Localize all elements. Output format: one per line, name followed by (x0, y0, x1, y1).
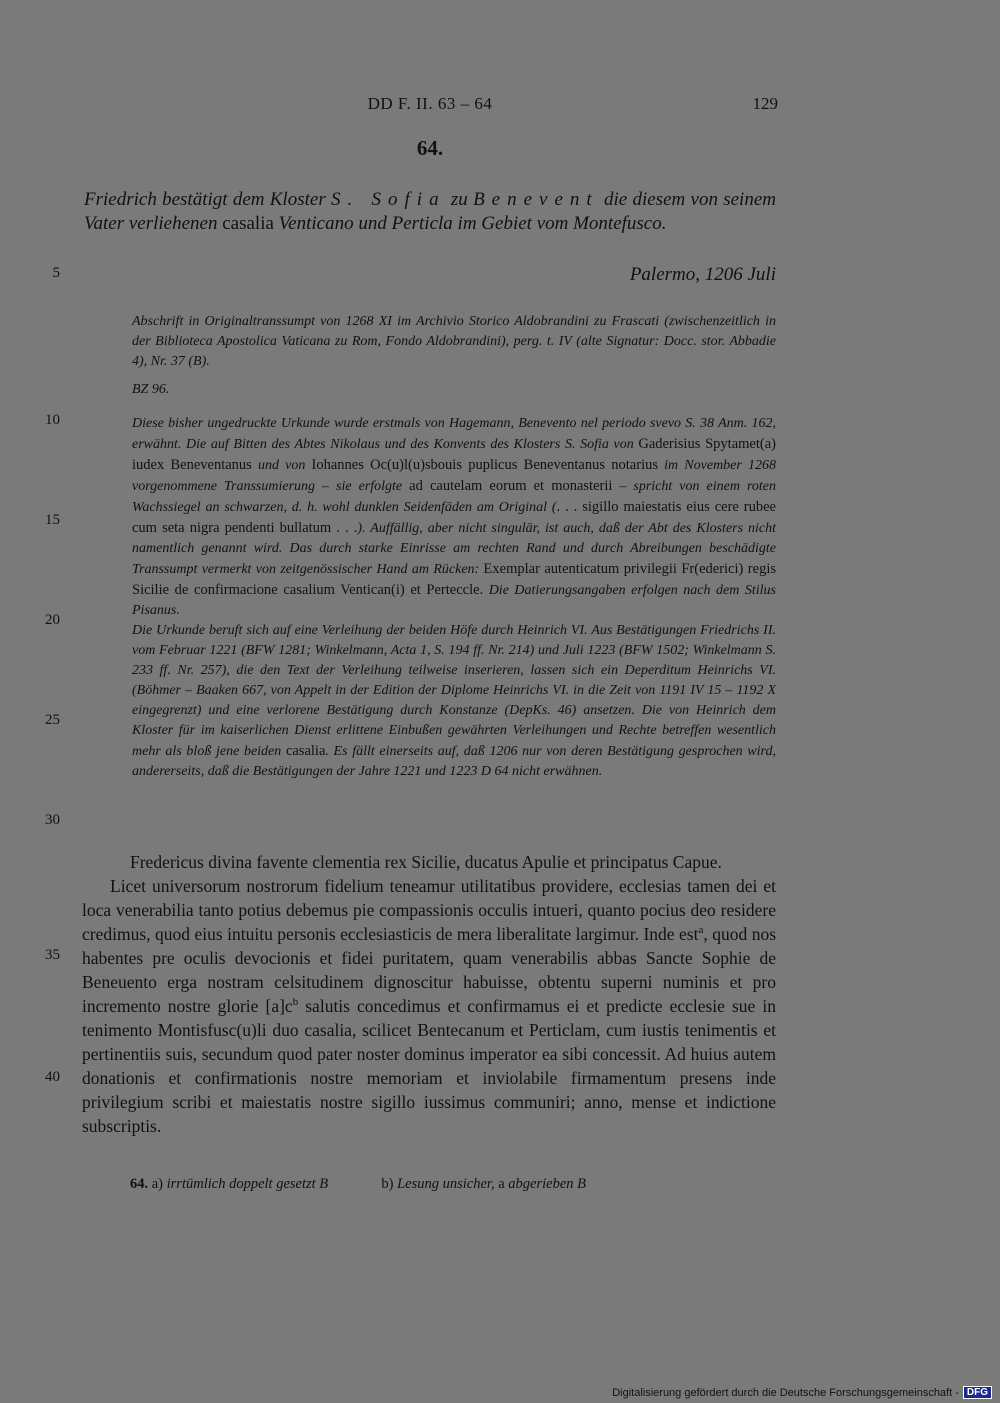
footnote-document-number: 64. (130, 1176, 149, 1192)
place-date: Palermo, 1206 Juli (629, 264, 776, 285)
regest-term: casalia (222, 213, 274, 234)
charter-text-span: salutis concedimus et confirmamus ei et predicte ecclesie sue in tenimento Montisfusc(u)li duo casalia, scilicet Bentecanum et Perticlam, cum iustis tenimentis et pertinentiis suis, secundum quod pater noster dominus imperator ea sibi concessit. Ad huius autem donationis et confirmationis nostre memoriam et inviolabile firmamentum presens inde privilegium scribi et maiestatis nostre sigillo iussimus communiri; anno, mense et indictione subscriptis. (82, 996, 777, 1136)
commentary-text: und von (251, 458, 312, 473)
bz-reference: BZ 96. (132, 382, 170, 397)
commentary-text: Die Urkunde beruft sich auf eine Verleihung der beiden Höfe durch Heinrich VI. Aus Bestätigungen Friedrichs II. vom Februar 1221 (BFW 1281; Winkelmann, Acta 1, S. 194 ff. Nr. 214) und Juli 1223 (BFW 1502; Winkelmann S. 233 ff. Nr. 257), die den Text der Verleihung teilweise inserieren, lassen sich ein Deperditum Heinrichs VI. (Böhmer – Baaken 667, von Appelt in der Edition der Diplome Heinrichs VI. in die Zeit von 1191 IV 15 – 1192 X eingegrenzt) und eine verlorene Bestätigung durch Konstanze (DepKs. 46) ansetzen. Die von Heinrich dem Kloster für im kaiserlichen Dienst erlittene Einbußen gewährten Verleihungen und Rechte betreffen wesentlich mehr als bloß jene beiden (132, 623, 776, 759)
commentary-text: ). Auffällig, aber nicht singulär, ist auch, daß der Abt des Klosters nicht namentlich genannt wird. Das durch starke Einrisse am rechten Rand und durch Abreibungen beschädigte Transsumpt vermerkt von zeitgenössischer Hand am Rücken: (132, 521, 777, 577)
line-number: 30 (45, 812, 60, 828)
quoted-latin: Iohannes Oc(u)l(u)sbouis puplicus Beneventanus notarius (311, 457, 658, 473)
regest (84, 188, 776, 236)
quoted-latin: casalia (285, 743, 326, 759)
commentary-paragraph (132, 414, 776, 621)
line-number: 40 (45, 1069, 60, 1085)
invocatio: Fredericus divina favente clementia rex Sicilie, ducatus Apulie et principatus Capue. (130, 852, 722, 872)
line-number: 5 (52, 265, 60, 281)
commentary-paragraph (132, 621, 776, 782)
document-number: 64. (416, 136, 444, 160)
commentary-text: im November 1268 vorgenommene Transsumierung – sie erfolgte (132, 458, 777, 494)
quoted-latin: . . . sigillo maiestatis eius cere rubee cum seta nigra pendenti bullatum . . . (132, 499, 776, 536)
funding-credit (612, 1386, 992, 1399)
footnote-text: abgerieben B (508, 1176, 586, 1192)
document-reference: DD F. II. 63 – 64 (367, 94, 493, 113)
charter-body (82, 874, 776, 1138)
footnote-marker: b (292, 996, 299, 1009)
critical-apparatus (132, 312, 776, 782)
line-number: 20 (45, 612, 60, 628)
charter-text (82, 850, 776, 1138)
line-number: 25 (45, 712, 60, 728)
regest-monastery: S. Sofia (331, 189, 446, 210)
quoted-latin: ad cautelam eorum et monasterii (409, 478, 613, 494)
footnote-label: a) (151, 1176, 164, 1192)
commentary-text: Diese bisher ungedruckte Urkunde wurde erstmals von Hagemann, Benevento nel periodo svevo S. 38 Anm. 162, erwähnt. Die auf Bitten des Abtes Nikolaus und des Konvents des Klosters S. Sofia von (132, 416, 776, 452)
regest-text: Venticano und Perticla im Gebiet vom Montefusco. (273, 213, 667, 234)
charter-text-span: , quod nos habentes pre oculis devocionis et fidei puritatem, quam venerabilis abbas Sancte Sophie de Beneuento erga nostram celsitudinem dignoscitur habuisse, obtentu superni numinis et pro incremento nostre glorie [a]c (82, 924, 777, 1016)
page-number: 129 (752, 94, 778, 113)
footnote-text: irrtümlich doppelt gesetzt B (166, 1176, 329, 1192)
quoted-latin: Exemplar autenticatum privilegii Fr(ederici) regis Sicilie de confirmacione casalium Ventican(i) et Perteccle. (132, 561, 776, 598)
line-number: 15 (45, 512, 60, 528)
transmission-note: Abschrift in Originaltranssumpt von 1268 XI im Archivio Storico Aldobrandini zu Frascati (zwischenzeitlich in der Biblioteca Apostolica Vaticana zu Rom, Fondo Aldobrandini), perg. t. IV (alte Signatur: Docc. stor. Abbadie 4), Nr. 37 (B). (132, 314, 776, 369)
line-number: 35 (45, 947, 60, 963)
running-head (0, 94, 1000, 118)
dfg-logo: DFG (963, 1386, 992, 1399)
commentary-text: – spricht von einem roten Wachssiegel an schwarzen, d. h. wohl dunklen Seidenfäden am Original ( (132, 479, 776, 515)
commentary-text: . Es fällt einerseits auf, daß 1206 nur von deren Bestätigung gesprochen wird, andererseits, daß die Bestätigungen der Jahre 1221 und 1223 D 64 nicht erwähnen. (132, 744, 776, 779)
regest-text: Friedrich bestätigt dem Kloster (84, 189, 331, 210)
footnote-label: b) (381, 1176, 394, 1192)
footnote-marker: a (698, 924, 704, 937)
regest-place: Benevent (473, 189, 599, 210)
footnotes (130, 1176, 776, 1193)
regest-text: zu (445, 189, 474, 210)
quoted-latin: Gaderisius Spytamet(a) iudex Beneventanus (132, 436, 776, 473)
line-number: 10 (45, 412, 60, 428)
regest-text: die diesem von seinem Vater verliehenen (84, 189, 776, 234)
commentary-text: Die Datierungsangaben erfolgen nach dem Stilus Pisanus. (132, 583, 776, 618)
footnote-text: Lesung unsicher, (397, 1176, 495, 1192)
charter-text-span: Licet universorum nostrorum fidelium teneamur utilitatibus providere, ecclesias tamen dei et loca venerabilia tanto potius debemus pie compassionis occulis intueri, quanto pocius deo residere credimus, quod eius intuitu personis ecclesiasticis de mera liberalitate largimur. Inde est (82, 876, 776, 944)
credit-text: Digitalisierung gefördert durch die Deutsche Forschungsgemeinschaft - (612, 1386, 959, 1399)
footnote-text: a (498, 1176, 505, 1192)
